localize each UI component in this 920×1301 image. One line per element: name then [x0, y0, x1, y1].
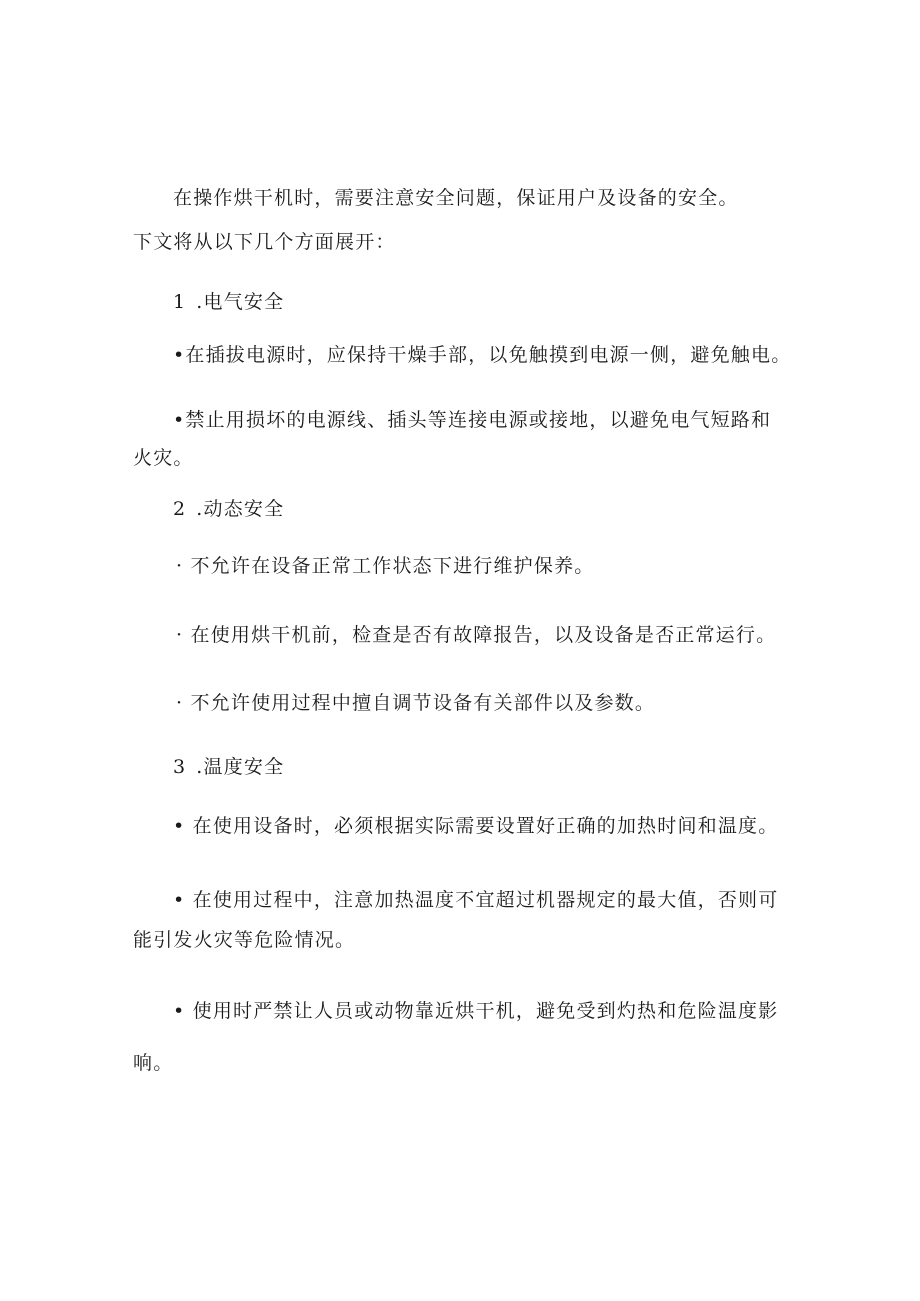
section-heading-electrical	[173, 289, 284, 315]
section-number: 2	[173, 498, 187, 520]
section-heading-temperature	[173, 754, 284, 780]
section-title: .电气安全	[196, 291, 285, 313]
section-heading-dynamic	[173, 496, 284, 522]
intro-paragraph-line-1: 在操作烘干机时，需要注意安全问题，保证用户及设备的安全。	[173, 187, 739, 209]
section-title: .温度安全	[196, 756, 285, 778]
section-title: .动态安全	[196, 498, 285, 520]
bullet-item: • 使用时严禁让人员或动物靠近烘干机，避免受到灼热和危险温度影响。	[133, 1000, 779, 1074]
bullet-item: · 不允许在设备正常工作状态下进行维护保养。	[176, 555, 595, 577]
bullet-item: • 在使用设备时，必须根据实际需要设置好正确的加热时间和温度。	[173, 815, 779, 837]
section-number: 1	[173, 291, 187, 313]
bullet-item: •在插拔电源时，应保持干燥手部，以免触摸到电源一侧，避免触电。	[173, 344, 792, 366]
intro-paragraph-line-2: 下文将从以下几个方面展开：	[133, 231, 396, 253]
bullet-item: · 不允许使用过程中擅自调节设备有关部件以及参数。	[176, 692, 656, 714]
bullet-item: · 在使用烘干机前，检查是否有故障报告，以及设备是否正常运行。	[176, 624, 777, 646]
bullet-item: • 在使用过程中，注意加热温度不宜超过机器规定的最大值，否则可能引发火灾等危险情况。	[133, 889, 779, 951]
bullet-item: •禁止用损坏的电源线、插头等连接电源或接地，以避免电气短路和火灾。	[133, 409, 772, 469]
section-number: 3	[173, 756, 187, 778]
